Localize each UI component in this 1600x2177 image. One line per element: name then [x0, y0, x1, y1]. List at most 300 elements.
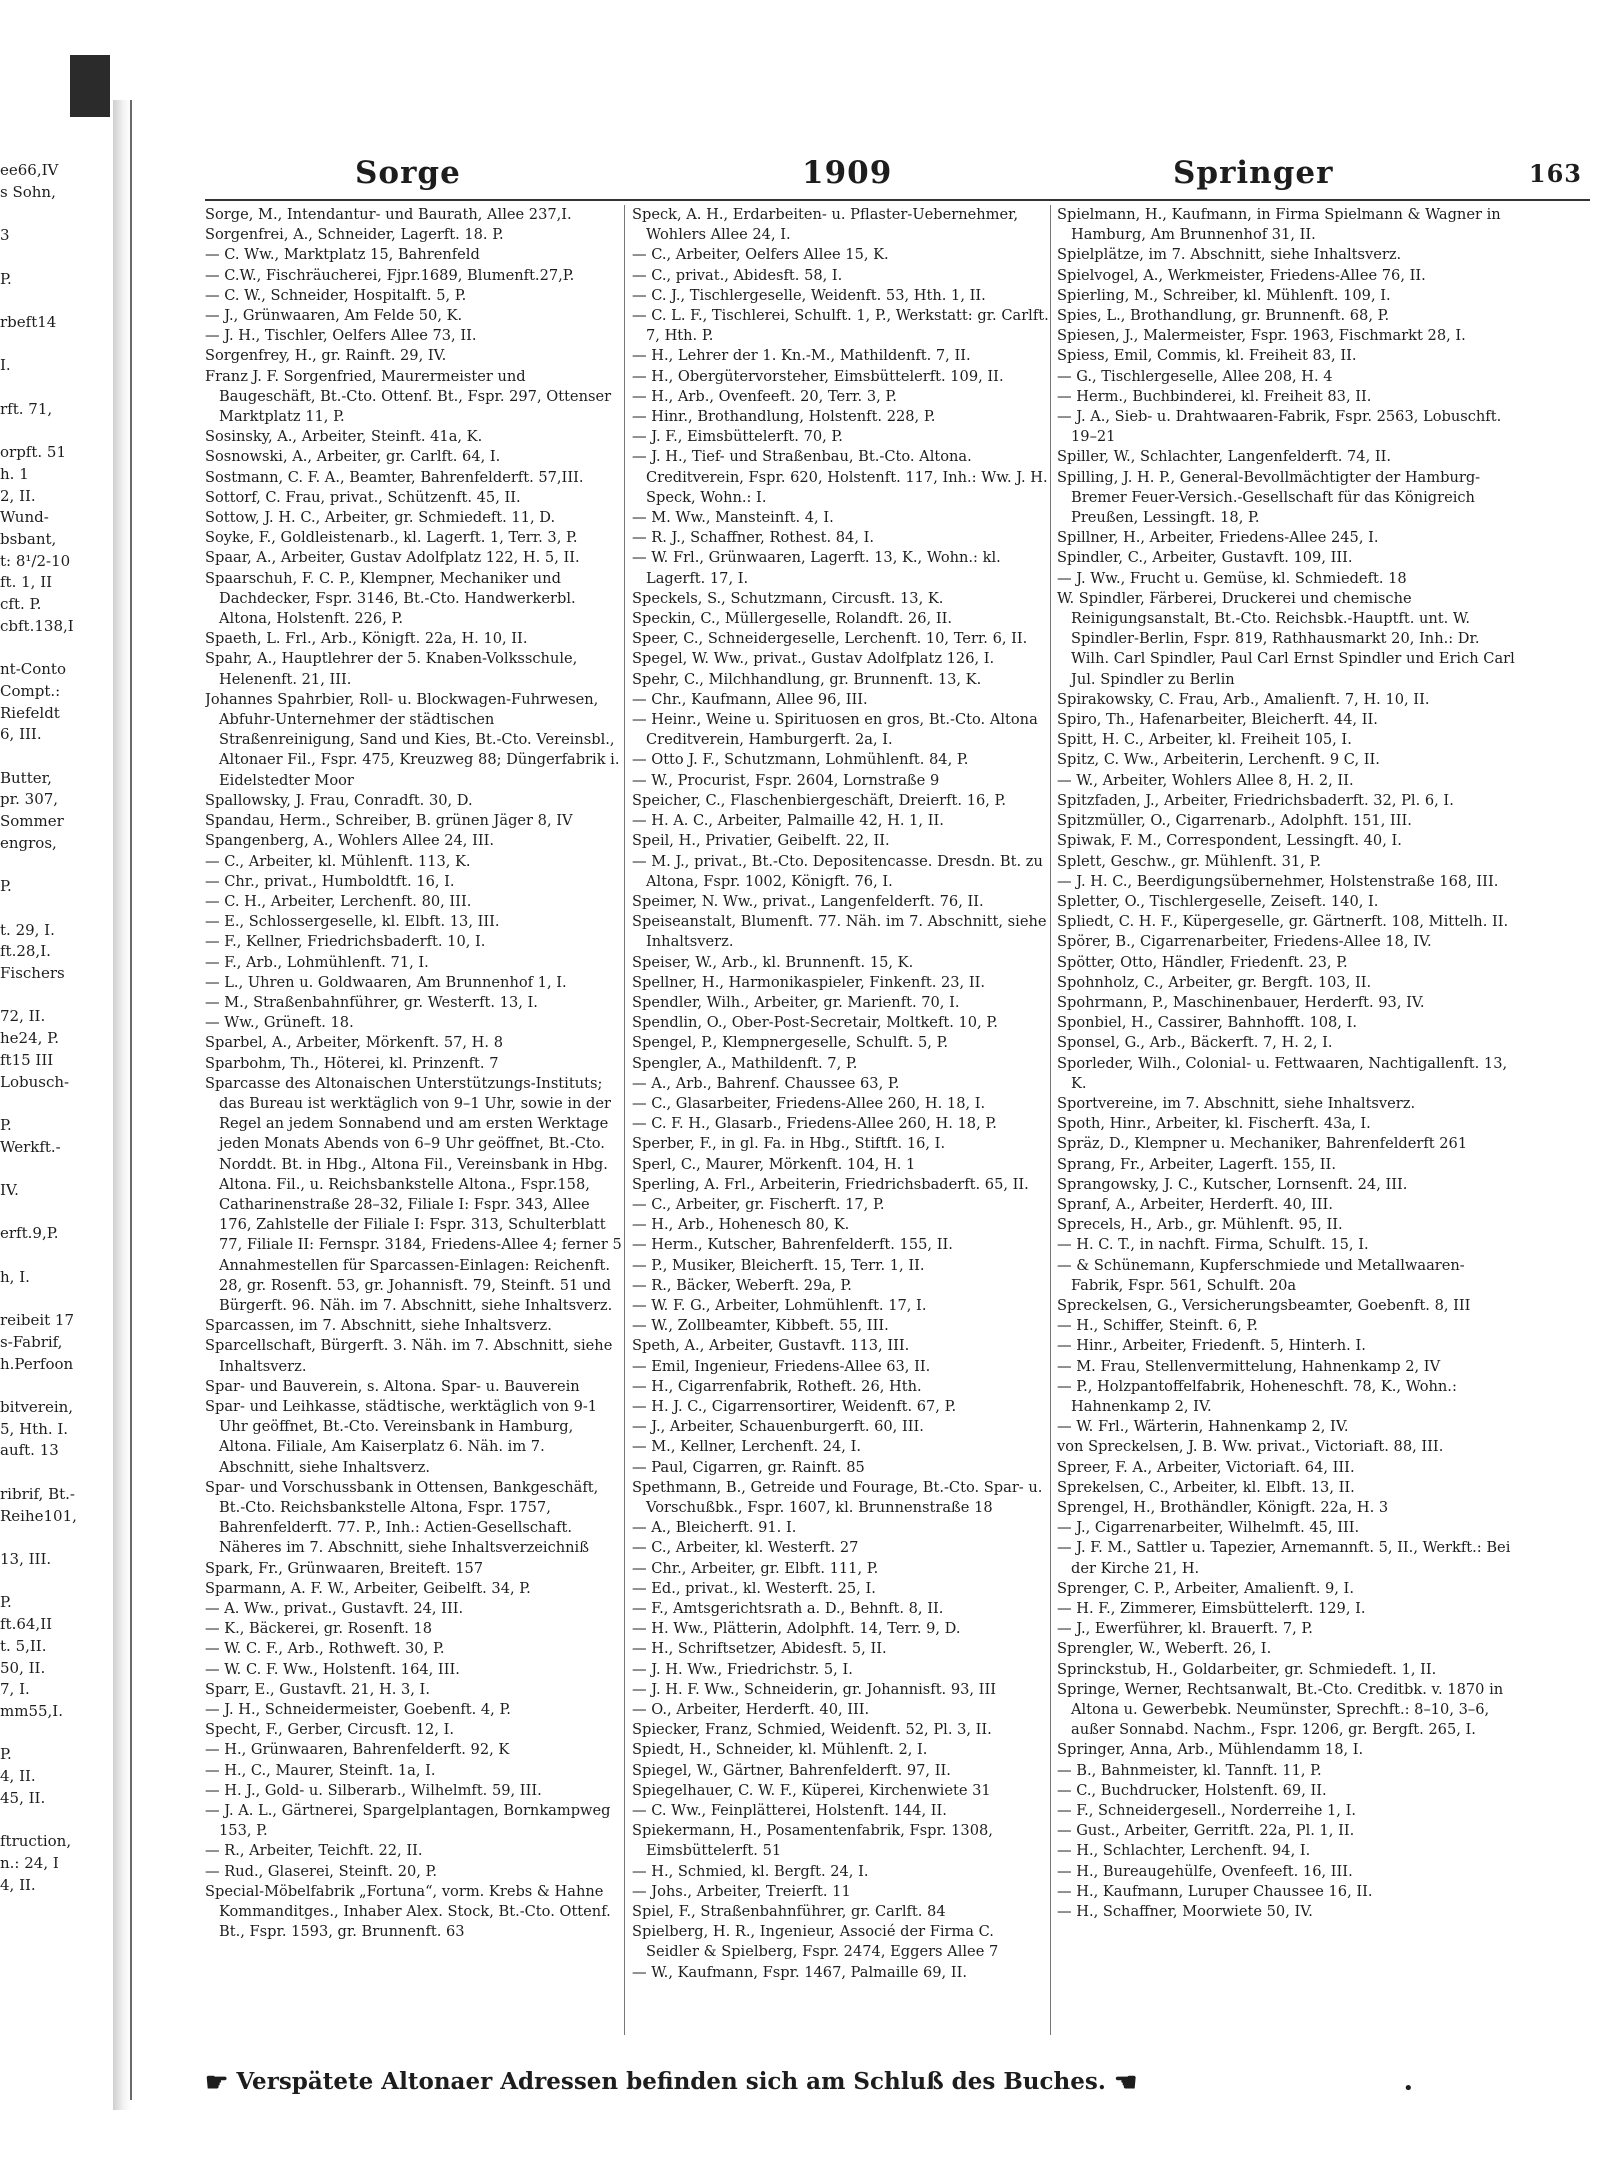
directory-entry: Sorgenfrey, H., gr. Rainft. 29, IV.: [205, 347, 447, 365]
directory-entry: — H. F., Zimmerer, Eimsbüttelerft. 129, I.: [1057, 1600, 1366, 1618]
margin-fragment: Wund-: [0, 508, 49, 527]
directory-entry: — W., Kaufmann, Fspr. 1467, Palmaille 69, II.: [632, 1963, 968, 1981]
header-year: 1909: [802, 155, 893, 191]
directory-entry: — P., Holzpantoffelfabrik, Hoheneschft. 78, K., Wohn.: Hahnenkamp 2, IV.: [1057, 1377, 1457, 1415]
margin-fragment: [0, 1809, 108, 1831]
directory-entry: — C. H., Arbeiter, Lerchenft. 80, III.: [205, 892, 472, 910]
directory-entry: — Chr., Arbeiter, gr. Elbft. 111, P.: [632, 1559, 879, 1577]
directory-entry: — F., Schneidergesell., Norderreihe 1, I.: [1057, 1802, 1356, 1820]
directory-entry: — C., Arbeiter, kl. Mühlenft. 113, K.: [205, 852, 471, 870]
margin-fragment: 4, II.: [0, 1767, 36, 1786]
directory-entry: Spiecker, Franz, Schmied, Weidenft. 52, Pl. 3, II.: [632, 1721, 992, 1739]
directory-entry: — M. J., privat., Bt.-Cto. Depositencasse. Dresdn. Bt. zu Altona, Fspr. 1002, Königft. 76, I.: [632, 852, 1043, 890]
margin-fragment: ft. 1, II: [0, 573, 53, 592]
directory-entry: Spötter, Otto, Händler, Friedenft. 23, P.: [1057, 953, 1348, 971]
directory-entry: — B., Bahnmeister, kl. Tannft. 11, P.: [1057, 1761, 1322, 1779]
margin-fragment: IV.: [0, 1181, 19, 1200]
directory-entry: Speckels, S., Schutzmann, Circusft. 13, K.: [632, 589, 944, 607]
directory-entry: — W. C. F., Arb., Rothweft. 30, P.: [205, 1640, 445, 1658]
directory-entry: Spahr, A., Hauptlehrer der 5. Knaben-Volksschule, Helenenft. 21, III.: [205, 650, 578, 688]
margin-fragment: 7, I.: [0, 1680, 30, 1699]
directory-entry: Speiseanstalt, Blumenft. 77. Näh. im 7. Abschnitt, siehe Inhaltsverz.: [632, 913, 1047, 951]
directory-entry: Sparbohm, Th., Höterei, kl. Prinzenft. 7: [205, 1054, 499, 1072]
margin-fragment: cbft.138,I: [0, 616, 74, 635]
directory-entry: Spielvogel, A., Werkmeister, Friedens-Allee 76, II.: [1057, 266, 1426, 284]
pointing-hand-icon: ☛: [1113, 2068, 1138, 2098]
directory-entry: Spethmann, B., Getreide und Fourage, Bt.-Cto. Spar- u. Vorschußbk., Fspr. 1607, kl. Brunnenstraße 18: [632, 1478, 1043, 1516]
margin-fragment: [0, 377, 108, 399]
margin-fragment: [0, 1723, 108, 1745]
directory-entry: Spegel, W. Ww., privat., Gustav Adolfplatz 126, I.: [632, 650, 995, 668]
directory-entry: Spies, L., Brothandlung, gr. Brunnenft. 68, P.: [1057, 307, 1390, 325]
margin-fragment: reibeit 17: [0, 1311, 75, 1330]
directory-entry: Spräz, D., Klempner u. Mechaniker, Bahrenfelderft 261: [1057, 1135, 1468, 1153]
directory-entry: — J. H., Schneidermeister, Goebenft. 4, P.: [205, 1701, 511, 1719]
directory-entry: — H., Kaufmann, Luruper Chaussee 16, II.: [1057, 1882, 1373, 1900]
directory-entry: — C. L. F., Tischlerei, Schulft. 1, P., Werkstatt: gr. Carlft. 7, Hth. P.: [632, 307, 1049, 345]
margin-fragment: [0, 855, 108, 877]
directory-entry: Spaeth, L. Frl., Arb., Königft. 22a, H. 10, II.: [205, 630, 528, 648]
directory-entry: — Hinr., Brothandlung, Holstenft. 228, P.: [632, 408, 936, 426]
footer-notice: [205, 2068, 1205, 2098]
directory-entry: — H., C., Maurer, Steinft. 1a, I.: [205, 1761, 436, 1779]
margin-fragment: P.: [0, 877, 12, 896]
directory-entry: Special-Möbelfabrik „Fortuna“, vorm. Krebs & Hahne Kommanditges., Inhaber Alex. Stock, Bt.-Cto. Ottenf. Bt., Fspr. 1593, gr. Brunnenft. 63: [205, 1882, 611, 1941]
margin-fragment: [0, 746, 108, 768]
directory-entry: — M. Ww., Mansteinft. 4, I.: [632, 509, 834, 527]
directory-entry: Sparmann, A. F. W., Arbeiter, Geibelft. 34, P.: [205, 1579, 531, 1597]
directory-entry: Spar- und Vorschussbank in Ottensen, Bankgeschäft, Bt.-Cto. Reichsbankstelle Altona, Fspr. 1757, Bahrenfelderft. 77. P., Inh.: Actien-Gesellschaft. Näheres im 7. Abschnitt, siehe Inhaltsverzeichniß: [205, 1478, 599, 1557]
directory-entry: — K., Bäckerei, gr. Rosenft. 18: [205, 1620, 433, 1638]
directory-entry: Splett, Geschw., gr. Mühlenft. 31, P.: [1057, 852, 1322, 870]
directory-entry: Speil, H., Privatier, Geibelft. 22, II.: [632, 832, 890, 850]
directory-entry: Franz J. F. Sorgenfried, Maurermeister und Baugeschäft, Bt.-Cto. Ottenf. Bt., Fspr. 297, Ottenser Marktplatz 11, P.: [205, 367, 612, 426]
footer-text: Verspätete Altonaer Adressen befinden sich am Schluß des Buches.: [236, 2068, 1106, 2095]
directory-entry: Sosinsky, A., Arbeiter, Steinft. 41a, K.: [205, 428, 483, 446]
margin-fragment: t. 29, I.: [0, 920, 55, 939]
directory-entry: Spitt, H. C., Arbeiter, kl. Freiheit 105, I.: [1057, 731, 1352, 749]
directory-entry: — Paul, Cigarren, gr. Rainft. 85: [632, 1458, 865, 1476]
directory-entry: — L., Uhren u. Goldwaaren, Am Brunnenhof 1, I.: [205, 973, 567, 991]
margin-fragment: [0, 420, 108, 442]
directory-entry: — C., Glasarbeiter, Friedens-Allee 260, H. 18, I.: [632, 1094, 986, 1112]
margin-fragment: h.Perfoon: [0, 1354, 74, 1373]
directory-entry: — C., privat., Abidesft. 58, I.: [632, 266, 843, 284]
directory-entry: — C., Arbeiter, Oelfers Allee 15, K.: [632, 246, 889, 264]
directory-entry: — H. C. T., in nachft. Firma, Schulft. 15, I.: [1057, 1236, 1369, 1254]
directory-entry: Sprekelsen, C., Arbeiter, kl. Elbft. 13, II.: [1057, 1478, 1355, 1496]
directory-entry: — C., Arbeiter, kl. Westerft. 27: [632, 1539, 859, 1557]
margin-fragment: h. 1: [0, 464, 29, 483]
directory-entry: — Heinr., Weine u. Spirituosen en gros, Bt.-Cto. Altona Creditverein, Hamburgerft. 2a, I.: [632, 711, 1038, 749]
directory-entry: — H. J., Gold- u. Silberarb., Wilhelmft. 59, III.: [205, 1781, 542, 1799]
directory-entry: — Herm., Kutscher, Bahrenfelderft. 155, II.: [632, 1236, 953, 1254]
margin-fragment: [0, 1093, 108, 1115]
margin-fragment: s-Fabrif,: [0, 1332, 63, 1351]
left-page-fragment: [0, 160, 108, 2060]
margin-fragment: 6, III.: [0, 725, 42, 744]
margin-fragment: Werkft.-: [0, 1137, 61, 1156]
margin-fragment: ribrif, Bt.-: [0, 1484, 75, 1503]
directory-entry: Speiser, W., Arb., kl. Brunnenft. 15, K.: [632, 953, 914, 971]
directory-entry: — O., Arbeiter, Herderft. 40, III.: [632, 1701, 870, 1719]
directory-entry: Speckin, C., Müllergeselle, Rolandft. 26, II.: [632, 610, 952, 628]
directory-entry: Sperling, A. Frl., Arbeiterin, Friedrichsbaderft. 65, II.: [632, 1175, 1029, 1193]
directory-entry: — H., Cigarrenfabrik, Rotheft. 26, Hth.: [632, 1377, 922, 1395]
directory-entry: Spindler, C., Arbeiter, Gustavft. 109, III.: [1057, 549, 1353, 567]
directory-entry: — R. J., Schaffner, Rothest. 84, I.: [632, 529, 875, 547]
margin-fragment: P.: [0, 269, 12, 288]
directory-entry: — C. Ww., Marktplatz 15, Bahrenfeld: [205, 246, 480, 264]
margin-fragment: [0, 334, 108, 356]
margin-fragment: 45, II.: [0, 1788, 46, 1807]
directory-entry: Spohnholz, C., Arbeiter, gr. Bergft. 103, II.: [1057, 973, 1372, 991]
directory-entry: — F., Amtsgerichtsrath a. D., Behnft. 8, II.: [632, 1600, 944, 1618]
directory-entry: — M., Straßenbahnführer, gr. Westerft. 13, I.: [205, 993, 538, 1011]
margin-fragment: [0, 1289, 108, 1311]
margin-fragment: pr. 307,: [0, 790, 59, 809]
directory-entry: Spörer, B., Cigarrenarbeiter, Friedens-Allee 18, IV.: [1057, 933, 1432, 951]
margin-fragment: [0, 1158, 108, 1180]
directory-entry: Spiegelhauer, C. W. F., Küperei, Kirchenwiete 31: [632, 1781, 991, 1799]
directory-entry: Sprinckstub, H., Goldarbeiter, gr. Schmiedeft. 1, II.: [1057, 1660, 1437, 1678]
directory-entry: Sparr, E., Gustavft. 21, H. 3, I.: [205, 1680, 430, 1698]
directory-entry: — J., Ewerführer, kl. Brauerft. 7, P.: [1057, 1620, 1313, 1638]
directory-entry: Spiesen, J., Malermeister, Fspr. 1963, Fischmarkt 28, I.: [1057, 327, 1466, 345]
directory-entry: — J., Grünwaaren, Am Felde 50, K.: [205, 307, 463, 325]
directory-entry: Spletter, O., Tischlergeselle, Zeiseft. 140, I.: [1057, 892, 1379, 910]
directory-entry: — Hinr., Arbeiter, Friedenft. 5, Hinterh. I.: [1057, 1337, 1366, 1355]
directory-entry: Spendlin, O., Ober-Post-Secretair, Moltkeft. 10, P.: [632, 1014, 998, 1032]
directory-entry: Spaar, A., Arbeiter, Gustav Adolfplatz 122, H. 5, II.: [205, 549, 580, 567]
margin-fragment: 3: [0, 226, 10, 245]
directory-entry: — H., Arb., Hohenesch 80, K.: [632, 1216, 850, 1234]
directory-entry: Sosnowski, A., Arbeiter, gr. Carlft. 64, I.: [205, 448, 501, 466]
directory-entry: — H., Schmied, kl. Bergft. 24, I.: [632, 1862, 869, 1880]
column-divider: [1050, 205, 1051, 2035]
margin-fragment: cft. P.: [0, 595, 42, 614]
margin-fragment: 50, II.: [0, 1658, 46, 1677]
margin-fragment: 2, II.: [0, 486, 36, 505]
directory-entry: — W., Zollbeamter, Kibbeft. 55, III.: [632, 1317, 889, 1335]
directory-entry: — H., Schiffer, Steinft. 6, P.: [1057, 1317, 1258, 1335]
directory-entry: Sparbel, A., Arbeiter, Mörkenft. 57, H. 8: [205, 1034, 503, 1052]
directory-entry: Sperber, F., in gl. Fa. in Hbg., Stiftft. 16, I.: [632, 1135, 946, 1153]
directory-entry: — F., Arb., Lohmühlenft. 71, I.: [205, 953, 429, 971]
directory-entry: W. Spindler, Färberei, Druckerei und chemische Reinigungsanstalt, Bt.-Cto. Reichsbk.-Hauptft. unt. W. Spindler-Berlin, Fspr. 819, Rathhausmarkt 20, Inh.: Dr. Wilh. Carl Spindler, Paul Carl Ernst Spindler und Erich Carl Jul. Spindler zu Berlin: [1057, 589, 1515, 688]
directory-entry: — H. J. C., Cigarrensortirer, Weidenft. 67, P.: [632, 1397, 957, 1415]
margin-fragment: t. 5,II.: [0, 1636, 47, 1655]
directory-entry: — H., Schlachter, Lerchenft. 94, I.: [1057, 1842, 1311, 1860]
directory-entry: — H. Ww., Plätterin, Adolphft. 14, Terr. 9, D.: [632, 1620, 961, 1638]
directory-entry: — M., Kellner, Lerchenft. 24, I.: [632, 1438, 861, 1456]
directory-entry: von Spreckelsen, J. B. Ww. privat., Victoriaft. 88, III.: [1057, 1438, 1444, 1456]
directory-entry: — Gust., Arbeiter, Gerritft. 22a, Pl. 1, II.: [1057, 1822, 1355, 1840]
directory-entry: Sprengel, H., Brothändler, Königft. 22a, H. 3: [1057, 1499, 1389, 1516]
directory-entry: Spiel, F., Straßenbahnführer, gr. Carlft. 84: [632, 1903, 946, 1921]
directory-entry: — A., Bleicherft. 91. I.: [632, 1519, 797, 1537]
directory-entry: — W., Procurist, Fspr. 2604, Lornstraße 9: [632, 771, 940, 789]
directory-entry: — E., Schlossergeselle, kl. Elbft. 13, III.: [205, 913, 500, 931]
page-number: 163: [1528, 159, 1582, 188]
margin-fragment: 72, II.: [0, 1007, 46, 1026]
margin-fragment: [0, 290, 108, 312]
margin-fragment: 5, Hth. I.: [0, 1419, 69, 1438]
directory-entry: Spehr, C., Milchhandlung, gr. Brunnenft. 13, K.: [632, 670, 982, 688]
directory-entry: Spohrmann, P., Maschinenbauer, Herderft. 93, IV.: [1057, 993, 1425, 1011]
directory-entry: — J., Cigarrenarbeiter, Wilhelmft. 45, III.: [1057, 1519, 1360, 1537]
footer-dot: •: [1403, 2078, 1414, 2099]
margin-fragment: P.: [0, 1115, 12, 1134]
directory-entry: — F., Kellner, Friedrichsbaderft. 10, I.: [205, 933, 486, 951]
margin-fragment: t: 8¹/2-10: [0, 551, 71, 570]
directory-entry: Sprangowsky, J. C., Kutscher, Lornsenft. 24, III.: [1057, 1175, 1408, 1193]
directory-entry: — J. H. C., Beerdigungsübernehmer, Holstenstraße 168, III.: [1057, 872, 1499, 890]
margin-fragment: [0, 1202, 108, 1224]
directory-entry: Spellner, H., Harmonikaspieler, Finkenft. 23, II.: [632, 973, 985, 991]
directory-entry: — Ww., Grüneft. 18.: [205, 1014, 354, 1032]
margin-fragment: nt-Conto: [0, 660, 66, 679]
margin-fragment: Riefeldt: [0, 703, 60, 722]
directory-entry: — J. A. L., Gärtnerei, Spargelplantagen, Bornkampweg 153, P.: [205, 1802, 611, 1840]
directory-entry: Spark, Fr., Grünwaaren, Breiteft. 157: [205, 1559, 484, 1577]
margin-fragment: ee66,IV: [0, 161, 59, 179]
directory-entry: — P., Musiker, Bleicherft. 15, Terr. 1, II.: [632, 1256, 925, 1274]
directory-entry: Speicher, C., Flaschenbiergeschäft, Dreierft. 16, P.: [632, 791, 1007, 809]
directory-entry: — Herm., Buchbinderei, kl. Freiheit 83, II.: [1057, 387, 1372, 405]
margin-fragment: ft.28,I.: [0, 942, 51, 961]
directory-entry: Spitz, C. Ww., Arbeiterin, Lerchenft. 9 C, II.: [1057, 751, 1380, 769]
directory-entry: — H., Obergütervorsteher, Eimsbüttelerft. 109, II.: [632, 367, 1004, 385]
directory-entry: Sparcassen, im 7. Abschnitt, siehe Inhaltsverz.: [205, 1317, 552, 1335]
directory-entry: Spiller, W., Schlachter, Langenfelderft. 74, II.: [1057, 448, 1392, 466]
directory-entry: Spoth, Hinr., Arbeiter, kl. Fischerft. 43a, I.: [1057, 1115, 1371, 1133]
directory-entry: Spitzfaden, J., Arbeiter, Friedrichsbaderft. 32, Pl. 6, I.: [1057, 791, 1454, 809]
margin-fragment: I.: [0, 356, 11, 375]
directory-entry: — H., Arb., Ovenfeeft. 20, Terr. 3, P.: [632, 387, 897, 405]
directory-entry: Spielmann, H., Kaufmann, in Firma Spielmann & Wagner in Hamburg, Am Brunnenhof 31, II.: [1057, 206, 1501, 244]
directory-entry: Sorgenfrei, A., Schneider, Lagerft. 18. P.: [205, 226, 504, 244]
margin-fragment: auft. 13: [0, 1441, 59, 1460]
directory-entry: — A. Ww., privat., Gustavft. 24, III.: [205, 1600, 464, 1618]
directory-entry: Johannes Spahrbier, Roll- u. Blockwagen-Fuhrwesen, Abfuhr-Unternehmer der städtischen Straßenreinigung, Sand und Kies, Bt.-Cto. Vereinsbl., Altonaer Fil., Fspr. 475, Kreuzweg 88; Düngerfabrik i. Eidelstedter Moor: [205, 690, 620, 789]
directory-entry: Spilling, J. H. P., General-Bevollmächtigter der Hamburg-Bremer Feuer-Versich.-Gesellschaft für das Königreich Preußen, Lessingft. 18, P.: [1057, 468, 1481, 527]
margin-fragment: [0, 203, 108, 225]
directory-entry: — J. F. M., Sattler u. Tapezier, Arnemannft. 5, II., Werkft.: Bei der Kirche 21, H.: [1057, 1539, 1511, 1577]
directory-entry: — M. Frau, Stellenvermittelung, Hahnenkamp 2, IV: [1057, 1357, 1441, 1375]
directory-entry: Sperl, C., Maurer, Mörkenft. 104, H. 1: [632, 1155, 916, 1173]
directory-entry: Spliedt, C. H. F., Küpergeselle, gr. Gärtnerft. 108, Mittelh. II.: [1057, 913, 1509, 931]
column-left: [205, 205, 623, 1942]
margin-fragment: bitverein,: [0, 1398, 74, 1417]
margin-fragment: he24, P.: [0, 1029, 59, 1048]
directory-entry: Speimer, N. Ww., privat., Langenfelderft. 76, II.: [632, 892, 984, 910]
directory-entry: Sprengler, W., Weberft. 26, I.: [1057, 1640, 1272, 1658]
margin-fragment: [0, 985, 108, 1007]
margin-fragment: P.: [0, 1745, 12, 1764]
directory-entry: — H., Grünwaaren, Bahrenfelderft. 92, K: [205, 1741, 510, 1759]
margin-fragment: [0, 1571, 108, 1593]
margin-fragment: 4, II.: [0, 1875, 36, 1894]
directory-entry: Spiwak, F. M., Correspondent, Lessingft. 40, I.: [1057, 832, 1402, 850]
directory-entry: — C., Arbeiter, gr. Fischerft. 17, P.: [632, 1195, 885, 1213]
directory-entry: Spitzmüller, O., Cigarrenarb., Adolphft. 151, III.: [1057, 812, 1412, 830]
margin-fragment: Fischers: [0, 964, 65, 983]
margin-fragment: s Sohn,: [0, 182, 56, 201]
directory-entry: Spengel, P., Klempnergeselle, Schulft. 5, P.: [632, 1034, 949, 1052]
directory-entry: — J. H., Tischler, Oelfers Allee 73, II.: [205, 327, 477, 345]
margin-fragment: ft15 III: [0, 1050, 54, 1069]
directory-entry: Speck, A. H., Erdarbeiten- u. Pflaster-Uebernehmer, Wohlers Allee 24, I.: [632, 206, 1019, 244]
margin-fragment: Compt.:: [0, 681, 61, 700]
directory-entry: Sprecels, H., Arb., gr. Mühlenft. 95, II.: [1057, 1216, 1343, 1234]
directory-entry: — J. H. F. Ww., Schneiderin, gr. Johannisft. 93, III: [632, 1680, 996, 1698]
directory-entry: Spaarschuh, F. C. P., Klempner, Mechaniker und Dachdecker, Fspr. 3146, Bt.-Cto. Handwerkerbl. Altona, Holstenft. 226, P.: [205, 569, 576, 628]
margin-fragment: engros,: [0, 833, 57, 852]
directory-entry: Spendler, Wilh., Arbeiter, gr. Marienft. 70, I.: [632, 993, 960, 1011]
directory-entry: Soyke, F., Goldleistenarb., kl. Lagerft. 1, Terr. 3, P.: [205, 529, 578, 547]
margin-fragment: [0, 637, 108, 659]
directory-entry: Spar- und Leihkasse, städtische, werktäglich von 9-1 Uhr geöffnet, Bt.-Cto. Vereinsbank in Hamburg, Altona. Filiale, Am Kaiserplatz 6. Näh. im 7. Abschnitt, siehe Inhaltsverz.: [205, 1397, 598, 1476]
directory-entry: — W. F. G., Arbeiter, Lohmühlenft. 17, I.: [632, 1296, 927, 1314]
margin-fragment: n.: 24, I: [0, 1853, 59, 1872]
margin-fragment: P.: [0, 1593, 12, 1612]
book-spine: [113, 100, 131, 2110]
directory-entry: Spiess, Emil, Commis, kl. Freiheit 83, II.: [1057, 347, 1357, 365]
margin-fragment: orpft. 51: [0, 443, 67, 462]
margin-fragment: rft. 71,: [0, 399, 53, 418]
directory-entry: — C. F. H., Glasarb., Friedens-Allee 260, H. 18, P.: [632, 1115, 997, 1133]
directory-entry: Sorge, M., Intendantur- und Baurath, Allee 237,I.: [205, 206, 572, 223]
directory-entry: — J. H. Ww., Friedrichstr. 5, I.: [632, 1660, 853, 1678]
margin-fragment: ft.64,II: [0, 1615, 53, 1634]
column-divider: [624, 205, 625, 2035]
directory-entry: Spierling, M., Schreiber, kl. Mühlenft. 109, I.: [1057, 286, 1391, 304]
margin-fragment: Lobusch-: [0, 1072, 70, 1091]
directory-entry: Spielberg, H. R., Ingenieur, Associé der Firma C. Seidler & Spielberg, Fspr. 2474, Eggers Allee 7: [632, 1923, 999, 1961]
directory-entry: Spiedt, H., Schneider, kl. Mühlenft. 2, I.: [632, 1741, 928, 1759]
directory-entry: — W. Frl., Grünwaaren, Lagerft. 13, K., Wohn.: kl. Lagerft. 17, I.: [632, 549, 1001, 587]
directory-entry: Spiekermann, H., Posamentenfabrik, Fspr. 1308, Eimsbüttelerft. 51: [632, 1822, 993, 1860]
margin-fragment: [0, 1375, 108, 1397]
directory-entry: — G., Tischlergeselle, Allee 208, H. 4: [1057, 367, 1333, 385]
header-left-keyword: Sorge: [355, 155, 461, 191]
directory-entry: Sponbiel, H., Cassirer, Bahnhofft. 108, I.: [1057, 1014, 1357, 1032]
directory-entry: Spielplätze, im 7. Abschnitt, siehe Inhaltsverz.: [1057, 246, 1402, 264]
directory-entry: Spallowsky, J. Frau, Conradft. 30, D.: [205, 791, 473, 809]
margin-fragment: [0, 1245, 108, 1267]
directory-entry: — Johs., Arbeiter, Treierft. 11: [632, 1882, 851, 1900]
directory-entry: Spreckelsen, G., Versicherungsbeamter, Goebenft. 8, III: [1057, 1296, 1471, 1314]
margin-fragment: [0, 1527, 108, 1549]
directory-entry: — R., Arbeiter, Teichft. 22, II.: [205, 1842, 423, 1860]
margin-fragment: Butter,: [0, 768, 52, 787]
directory-entry: Spengler, A., Mathildenft. 7, P.: [632, 1054, 858, 1072]
directory-entry: Sprang, Fr., Arbeiter, Lagerft. 155, II.: [1057, 1155, 1336, 1173]
directory-entry: Spangenberg, A., Wohlers Allee 24, III.: [205, 832, 495, 850]
directory-entry: — & Schünemann, Kupferschmiede und Metallwaaren-Fabrik, Fspr. 561, Schulft. 20a: [1057, 1256, 1465, 1294]
directory-entry: Springe, Werner, Rechtsanwalt, Bt.-Cto. Creditbk. v. 1870 in Altona u. Gewerbebk. Neumünster, Sprechft.: 8–10, 3–6, außer Sonnabd. Nachm., Fspr. 1206, gr. Bergft. 265, I.: [1057, 1680, 1504, 1739]
margin-fragment: Reihe101,: [0, 1506, 77, 1525]
margin-fragment: [0, 247, 108, 269]
column-middle: [632, 205, 1050, 1983]
directory-entry: — H., Schaffner, Moorwiete 50, IV.: [1057, 1903, 1313, 1921]
margin-fragment: rbeft14: [0, 312, 57, 331]
directory-entry: Sparcellschaft, Bürgerft. 3. Näh. im 7. Abschnitt, siehe Inhaltsverz.: [205, 1337, 613, 1375]
directory-entry: — W. Frl., Wärterin, Hahnenkamp 2, IV.: [1057, 1418, 1349, 1436]
directory-entry: — C. W., Schneider, Hospitalft. 5, P.: [205, 286, 467, 304]
directory-entry: Sportvereine, im 7. Abschnitt, siehe Inhaltsverz.: [1057, 1094, 1416, 1112]
directory-entry: Springer, Anna, Arb., Mühlendamm 18, I.: [1057, 1741, 1364, 1759]
directory-entry: Specht, F., Gerber, Circusft. 12, I.: [205, 1721, 455, 1739]
page-header: [205, 155, 1590, 195]
margin-fragment: bsbant,: [0, 529, 57, 548]
margin-fragment: ftruction,: [0, 1832, 72, 1851]
directory-entry: — H., Lehrer der 1. Kn.-M., Mathildenft. 7, II.: [632, 347, 971, 365]
directory-entry: Sparcasse des Altonaischen Unterstützungs-Instituts; das Bureau ist werktäglich von 9–1 Uhr, sowie in der Regel an jedem Sonnabend und am ersten Werktage jeden Monats Abends von 6–9 Uhr geöffnet, Bt.-Cto. Norddt. Bt. in Hbg., Altona Fil., Vereinsbank in Hbg. Altona. Fil., u. Reichsbankstelle Altona., Fspr.158, Catharinenstraße 28–32, Filiale I: Fspr. 343, Allee 176, Zahlstelle der Filiale I: Fspr. 313, Schulterblatt 77, Filiale II: Fernspr. 3184, Friedens-Allee 4; ferner 5 Annahmestellen für Sparcassen-Einlagen: Reichenft. 28, gr. Rosenft. 53, gr. Johannisft. 79, Steinft. 51 und Bürgerft. 96. Näh. im 7. Abschnitt, siehe Inhaltsverz.: [205, 1074, 622, 1314]
scan-edge-bar: [70, 55, 110, 117]
directory-entry: — Chr., privat., Humboldtft. 16, I.: [205, 872, 455, 890]
directory-entry: — A., Arb., Bahrenf. Chaussee 63, P.: [632, 1074, 900, 1092]
directory-entry: Speth, A., Arbeiter, Gustavft. 113, III.: [632, 1337, 910, 1355]
directory-entry: — J. Ww., Frucht u. Gemüse, kl. Schmiedeft. 18: [1057, 569, 1407, 587]
spine-shadow-line: [130, 100, 132, 2100]
directory-entry: Spandau, Herm., Schreiber, B. grünen Jäger 8, IV: [205, 812, 573, 830]
directory-entry: — Rud., Glaserei, Steinft. 20, P.: [205, 1862, 438, 1880]
margin-fragment: 13, III.: [0, 1550, 52, 1568]
directory-entry: — Otto J. F., Schutzmann, Lohmühlenft. 84, P.: [632, 751, 969, 769]
margin-fragment: [0, 898, 108, 920]
directory-entry: — J., Arbeiter, Schauenburgerft. 60, III.: [632, 1418, 924, 1436]
directory-entry: Sporleder, Wilh., Colonial- u. Fettwaaren, Nachtigallenft. 13, K.: [1057, 1054, 1508, 1092]
directory-entry: Sottow, J. H. C., Arbeiter, gr. Schmiedeft. 11, D.: [205, 509, 556, 527]
directory-entry: Spiegel, W., Gärtner, Bahrenfelderft. 97, II.: [632, 1761, 951, 1779]
directory-entry: — C. Ww., Feinplätterei, Holstenft. 144, II.: [632, 1802, 947, 1820]
directory-entry: — H., Schriftsetzer, Abidesft. 5, II.: [632, 1640, 887, 1658]
directory-entry: — J. A., Sieb- u. Drahtwaaren-Fabrik, Fspr. 2563, Lobuschft. 19–21: [1057, 408, 1502, 446]
directory-entry: Spranf, A., Arbeiter, Herderft. 40, III.: [1057, 1195, 1333, 1213]
margin-fragment: Sommer: [0, 812, 64, 831]
directory-entry: — H. A. C., Arbeiter, Palmaille 42, H. 1, II.: [632, 812, 944, 830]
directory-entry: Sprenger, C. P., Arbeiter, Amalienft. 9, I.: [1057, 1579, 1354, 1597]
margin-fragment: erft.9,P.: [0, 1224, 59, 1243]
directory-entry: Sponsel, G., Arb., Bäckerft. 7, H. 2, I.: [1057, 1034, 1333, 1052]
directory-entry: Speer, C., Schneidergeselle, Lerchenft. 10, Terr. 6, II.: [632, 630, 1028, 648]
directory-entry: Spillner, H., Arbeiter, Friedens-Allee 245, I.: [1057, 529, 1379, 547]
directory-entry: — Chr., Kaufmann, Allee 96, III.: [632, 690, 868, 708]
directory-entry: — C.W., Fischräucherei, Fjpr.1689, Blumenft.27,P.: [205, 266, 575, 284]
directory-entry: — J. H., Tief- und Straßenbau, Bt.-Cto. Altona. Creditverein, Fspr. 620, Holstenft. 117, Inh.: Ww. J. H. Speck, Wohn.: I.: [632, 448, 1048, 506]
directory-entry: Sottorf, C. Frau, privat., Schützenft. 45, II.: [205, 488, 521, 506]
directory-entry: — C., Buchdrucker, Holstenft. 69, II.: [1057, 1781, 1327, 1799]
directory-entry: Spiro, Th., Hafenarbeiter, Bleicherft. 44, II.: [1057, 711, 1378, 729]
directory-entry: Spreer, F. A., Arbeiter, Victoriaft. 64, III.: [1057, 1458, 1355, 1476]
margin-fragment: [0, 1462, 108, 1484]
header-right-keyword: Springer: [1173, 155, 1334, 191]
directory-entry: — Emil, Ingenieur, Friedens-Allee 63, II.: [632, 1357, 931, 1375]
directory-page: [205, 155, 1590, 2090]
directory-entry: — Ed., privat., kl. Westerft. 25, I.: [632, 1579, 876, 1597]
directory-entry: — W. C. F. Ww., Holstenft. 164, III.: [205, 1660, 460, 1678]
column-right: [1057, 205, 1517, 1922]
margin-fragment: h, I.: [0, 1267, 30, 1286]
directory-entry: Spar- und Bauverein, s. Altona. Spar- u. Bauverein: [205, 1377, 580, 1395]
directory-entry: — J. F., Eimsbüttelerft. 70, P.: [632, 428, 843, 446]
directory-entry: — W., Arbeiter, Wohlers Allee 8, H. 2, II.: [1057, 771, 1354, 789]
directory-entry: — R., Bäcker, Weberft. 29a, P.: [632, 1276, 852, 1294]
header-rule: [205, 199, 1590, 201]
pointing-hand-icon: ☛: [205, 2068, 229, 2098]
